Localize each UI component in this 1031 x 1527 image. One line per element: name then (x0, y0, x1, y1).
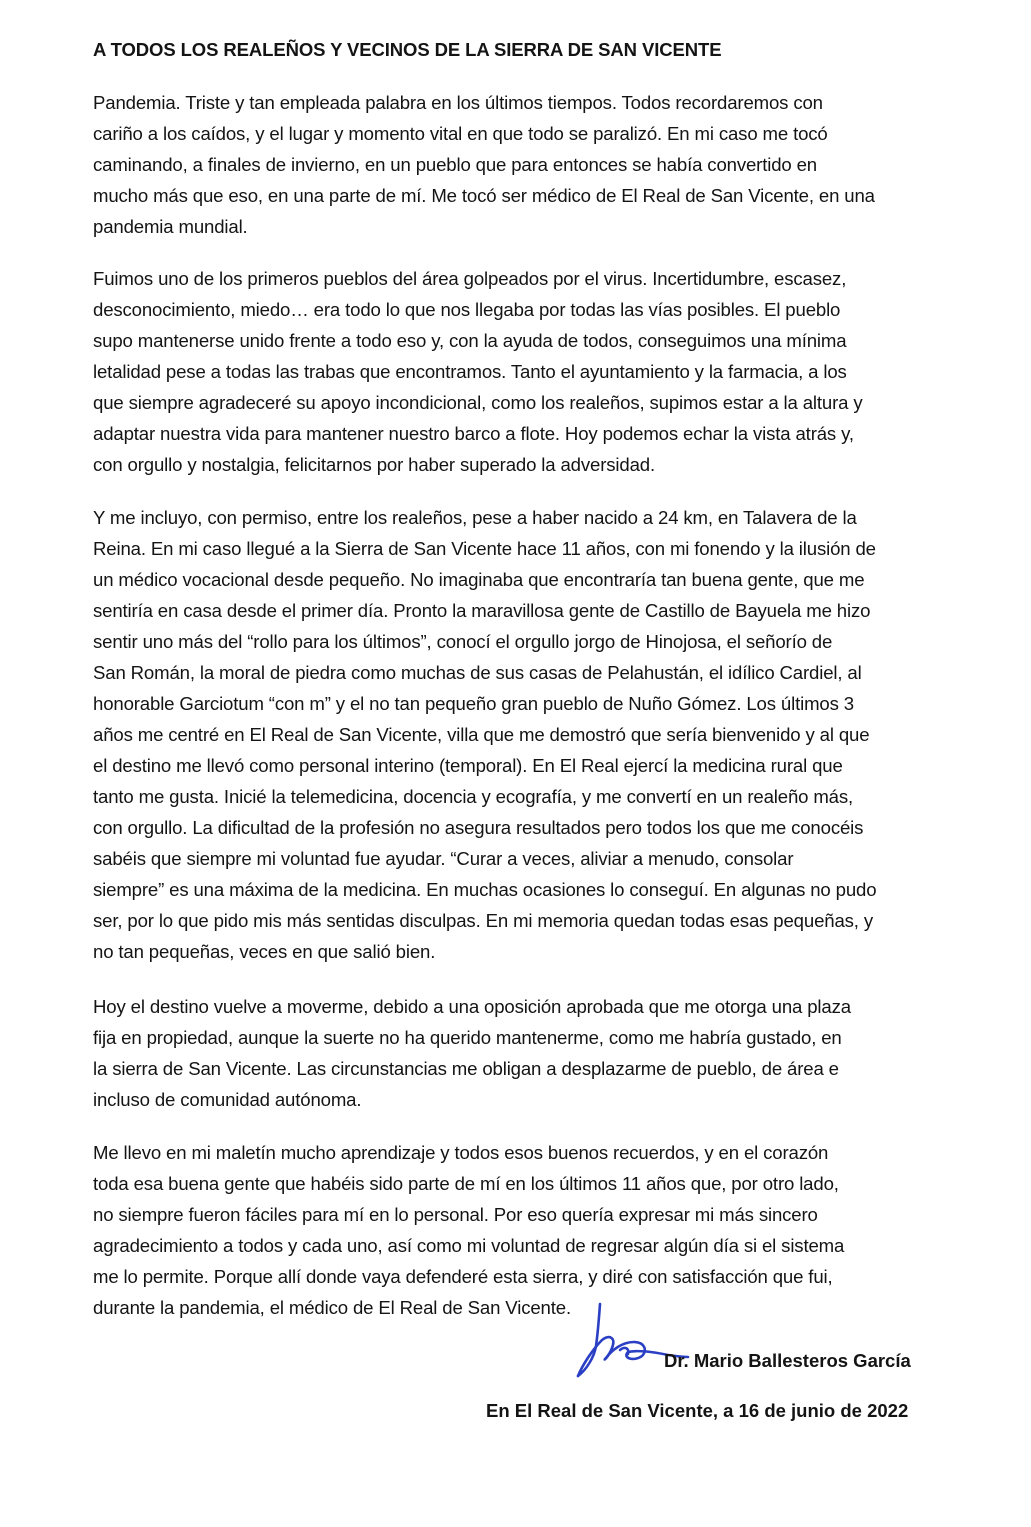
place-date-line: En El Real de San Vicente, a 16 de junio de 2022 (486, 1400, 909, 1421)
text-line: pandemia mundial. (93, 216, 248, 237)
paragraph-2 (93, 263, 973, 480)
text-line: no siempre fueron fáciles para mí en lo personal. Por eso quería expresar mi más sincero (93, 1204, 818, 1225)
text-line: agradecimiento a todos y cada uno, así como mi voluntad de regresar algún día si el sistema (93, 1235, 845, 1256)
text-line: tanto me gusta. Inicié la telemedicina, docencia y ecografía, y me convertí en un realeño más, (93, 786, 854, 807)
text-line: no tan pequeñas, veces en que salió bien. (93, 941, 436, 962)
text-line: toda esa buena gente que habéis sido parte de mí en los últimos 11 años que, por otro lado, (93, 1173, 839, 1194)
text-line: caminando, a finales de invierno, en un pueblo que para entonces se había convertido en (93, 154, 817, 175)
text-line: ser, por lo que pido mis más sentidas disculpas. En mi memoria quedan todas esas pequeñas, y (93, 910, 873, 931)
text-line: Me llevo en mi maletín mucho aprendizaje y todos esos buenos recuerdos, y en el corazón (93, 1142, 829, 1163)
text-line: con orgullo y nostalgia, felicitarnos por haber superado la adversidad. (93, 454, 655, 475)
text-line: siempre” es una máxima de la medicina. En muchas ocasiones lo conseguí. En algunas no pudo (93, 879, 877, 900)
text-line: cariño a los caídos, y el lugar y momento vital en que todo se paralizó. En mi caso me tocó (93, 123, 828, 144)
text-line: años me centré en El Real de San Vicente, villa que me demostró que sería bienvenido y al que (93, 724, 870, 745)
text-line: la sierra de San Vicente. Las circunstancias me obligan a desplazarme de pueblo, de área e (93, 1058, 839, 1079)
text-line: Fuimos uno de los primeros pueblos del área golpeados por el virus. Incertidumbre, escasez, (93, 268, 847, 289)
text-line: un médico vocacional desde pequeño. No imaginaba que encontraría tan buena gente, que me (93, 569, 865, 590)
text-line: adaptar nuestra vida para mantener nuestro barco a flote. Hoy podemos echar la vista atrás y, (93, 423, 854, 444)
text-line: mucho más que eso, en una parte de mí. Me tocó ser médico de El Real de San Vicente, en una (93, 185, 875, 206)
text-line: el destino me llevó como personal interino (temporal). En El Real ejercí la medicina rural que (93, 755, 843, 776)
paragraph-5 (93, 1137, 973, 1323)
text-line: Y me incluyo, con permiso, entre los realeños, pese a haber nacido a 24 km, en Talavera de la (93, 507, 857, 528)
text-line: durante la pandemia, el médico de El Real de San Vicente. (93, 1297, 571, 1318)
text-line: Reina. En mi caso llegué a la Sierra de San Vicente hace 11 años, con mi fonendo y la ilusión de (93, 538, 876, 559)
letter-title: A TODOS LOS REALEÑOS Y VECINOS DE LA SIERRA DE SAN VICENTE (93, 39, 722, 60)
text-line: fija en propiedad, aunque la suerte no ha querido mantenerme, como me habría gustado, en (93, 1027, 842, 1048)
text-line: sentir uno más del “rollo para los últimos”, conocí el orgullo jorgo de Hinojosa, el señorío de (93, 631, 833, 652)
text-line: sabéis que siempre mi voluntad fue ayudar. “Curar a veces, aliviar a menudo, consolar (93, 848, 794, 869)
text-line: desconocimiento, miedo… era todo lo que nos llegaba por todas las vías posibles. El pueblo (93, 299, 841, 320)
paragraph-3 (93, 502, 973, 967)
paragraph-4 (93, 991, 973, 1115)
text-line: sentiría en casa desde el primer día. Pronto la maravillosa gente de Castillo de Bayuela me hizo (93, 600, 871, 621)
text-line: que siempre agradeceré su apoyo incondicional, como los realeños, supimos estar a la altura y (93, 392, 863, 413)
text-line: letalidad pese a todas las trabas que encontramos. Tanto el ayuntamiento y la farmacia, a los (93, 361, 847, 382)
paragraph-1 (93, 87, 973, 242)
text-line: Hoy el destino vuelve a moverme, debido a una oposición aprobada que me otorga una plaza (93, 996, 851, 1017)
signer-name: Dr. Mario Ballesteros García (664, 1350, 911, 1371)
text-line: Pandemia. Triste y tan empleada palabra en los últimos tiempos. Todos recordaremos con (93, 92, 823, 113)
text-line: incluso de comunidad autónoma. (93, 1089, 362, 1110)
text-line: supo mantenerse unido frente a todo eso y, con la ayuda de todos, conseguimos una mínima (93, 330, 847, 351)
text-line: me lo permite. Porque allí donde vaya defenderé esta sierra, y diré con satisfacción que fui, (93, 1266, 833, 1287)
text-line: con orgullo. La dificultad de la profesión no asegura resultados pero todos los que me conocéis (93, 817, 864, 838)
text-line: honorable Garciotum “con m” y el no tan pequeño gran pueblo de Nuño Gómez. Los últimos 3 (93, 693, 854, 714)
text-line: San Román, la moral de piedra como muchas de sus casas de Pelahustán, el idílico Cardiel, al (93, 662, 862, 683)
